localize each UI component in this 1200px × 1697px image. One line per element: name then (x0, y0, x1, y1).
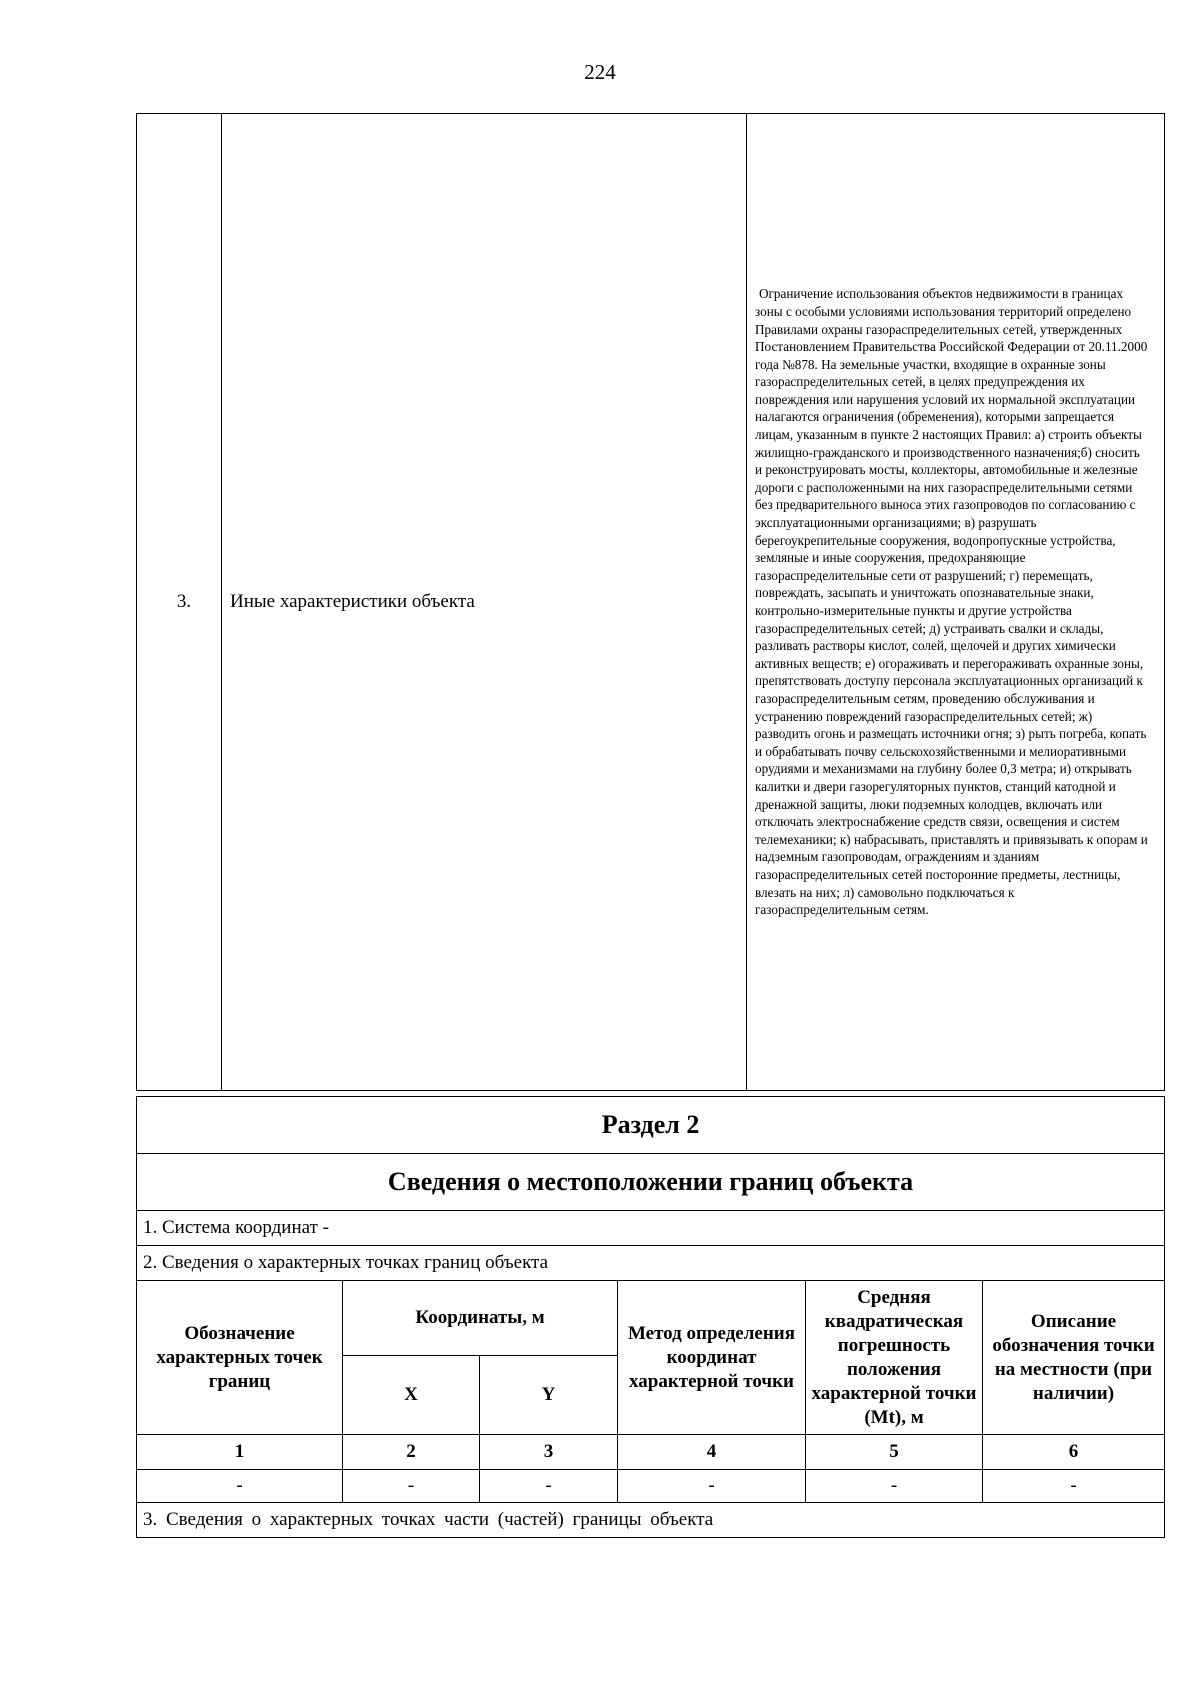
table-cell: - (983, 1470, 1165, 1503)
coord-system-line: 1. Система координат - (137, 1211, 1165, 1246)
column-number-row (137, 1435, 1165, 1470)
row-label: Иные характеристики объекта (222, 114, 747, 1091)
parts-heading: 3. Сведения о характерных точках части (частей) границы объекта (137, 1503, 1165, 1538)
table-row (137, 114, 1165, 1091)
table-row (137, 1470, 1165, 1503)
header-designation: Обозначение характерных точек границ (137, 1281, 343, 1435)
characteristics-table (136, 113, 1165, 1091)
column-number: 6 (983, 1435, 1165, 1470)
column-number: 5 (806, 1435, 983, 1470)
points-heading: 2. Сведения о характерных точках границ объекта (137, 1246, 1165, 1281)
table-row (137, 1154, 1165, 1211)
section-title: Раздел 2 (137, 1097, 1165, 1154)
table-cell: - (480, 1470, 618, 1503)
column-number: 1 (137, 1435, 343, 1470)
column-number: 2 (343, 1435, 480, 1470)
header-description: Описание обозначения точки на местности (при наличии) (983, 1281, 1165, 1435)
table-cell: - (343, 1470, 480, 1503)
restriction-text: Ограничение использования объектов недвижимости в границах зоны с особыми условиями использования территорий определено Правилами охраны газораспределительных сетей, утвержденных Постановлением Правительства Российской Федерации от 20.11.2000 года №878. На земельные участки, входящие в охранные зоны газораспределительных сетей, в целях предупреждения их повреждения или нарушения условий их нормальной эксплуатации налагаются ограничения (обременения), которыми запрещается лицам, указанным в пункте 2 настоящих Правил: а) строить объекты жилищно-гражданского и производственного назначения;б) сносить и реконструировать мосты, коллекторы, автомобильные и железные дороги с расположенными на них газораспределительными сетями без предварительного выноса этих газопроводов по согласованию с эксплуатационными организациями; в) разрушать берегоукрепительные сооружения, водопропускные устройства, земляные и иные сооружения, предохраняющие газораспределительные сети от разрушений; г) перемещать, повреждать, засыпать и уничтожать опознавательные знаки, контрольно-измерительные пункты и другие устройства газораспределительных сетей; д) устраивать свалки и склады, разливать растворы кислот, солей, щелочей и других химически активных веществ; е) огораживать и перегораживать охранные зоны, препятствовать доступу персонала эксплуатационных организаций к газораспределительным сетям, проведению обслуживания и устранению повреждений газораспределительных сетей; ж) разводить огонь и размещать источники огня; з) рыть погреба, копать и обрабатывать почву сельскохозяйственными и мелиоративными орудиями и механизмами на глубину более 0,3 метра; и) открывать калитки и двери газорегуляторных пунктов, станций катодной и дренажной защиты, люки подземных колодцев, включать или отключать электроснабжение средств связи, освещения и систем телемеханики; к) набрасывать, приставлять и привязывать к опорам и надземным газопроводам, ограждениям и зданиям газораспределительных сетей посторонние предметы, лестницы, влезать на них; л) самовольно подключаться к газораспределительным сетям. (747, 114, 1165, 1091)
section2-table (136, 1096, 1165, 1538)
header-error: Средняя квадратическая погрешность положения характерной точки (Mt), м (806, 1281, 983, 1435)
header-coordinates: Координаты, м (343, 1281, 618, 1356)
section-subtitle: Сведения о местоположении границ объекта (137, 1154, 1165, 1211)
table-cell: - (618, 1470, 806, 1503)
header-method: Метод определения координат характерной точки (618, 1281, 806, 1435)
table-cell: - (806, 1470, 983, 1503)
page-number: 224 (584, 60, 616, 84)
table-cell: - (137, 1470, 343, 1503)
table-row (137, 1246, 1165, 1281)
header-row (137, 1281, 1165, 1356)
table-row (137, 1211, 1165, 1246)
header-x: X (343, 1356, 480, 1435)
table-row (137, 1503, 1165, 1538)
table-row (137, 1097, 1165, 1154)
row-number: 3. (137, 114, 222, 1091)
column-number: 4 (618, 1435, 806, 1470)
header-y: Y (480, 1356, 618, 1435)
column-number: 3 (480, 1435, 618, 1470)
